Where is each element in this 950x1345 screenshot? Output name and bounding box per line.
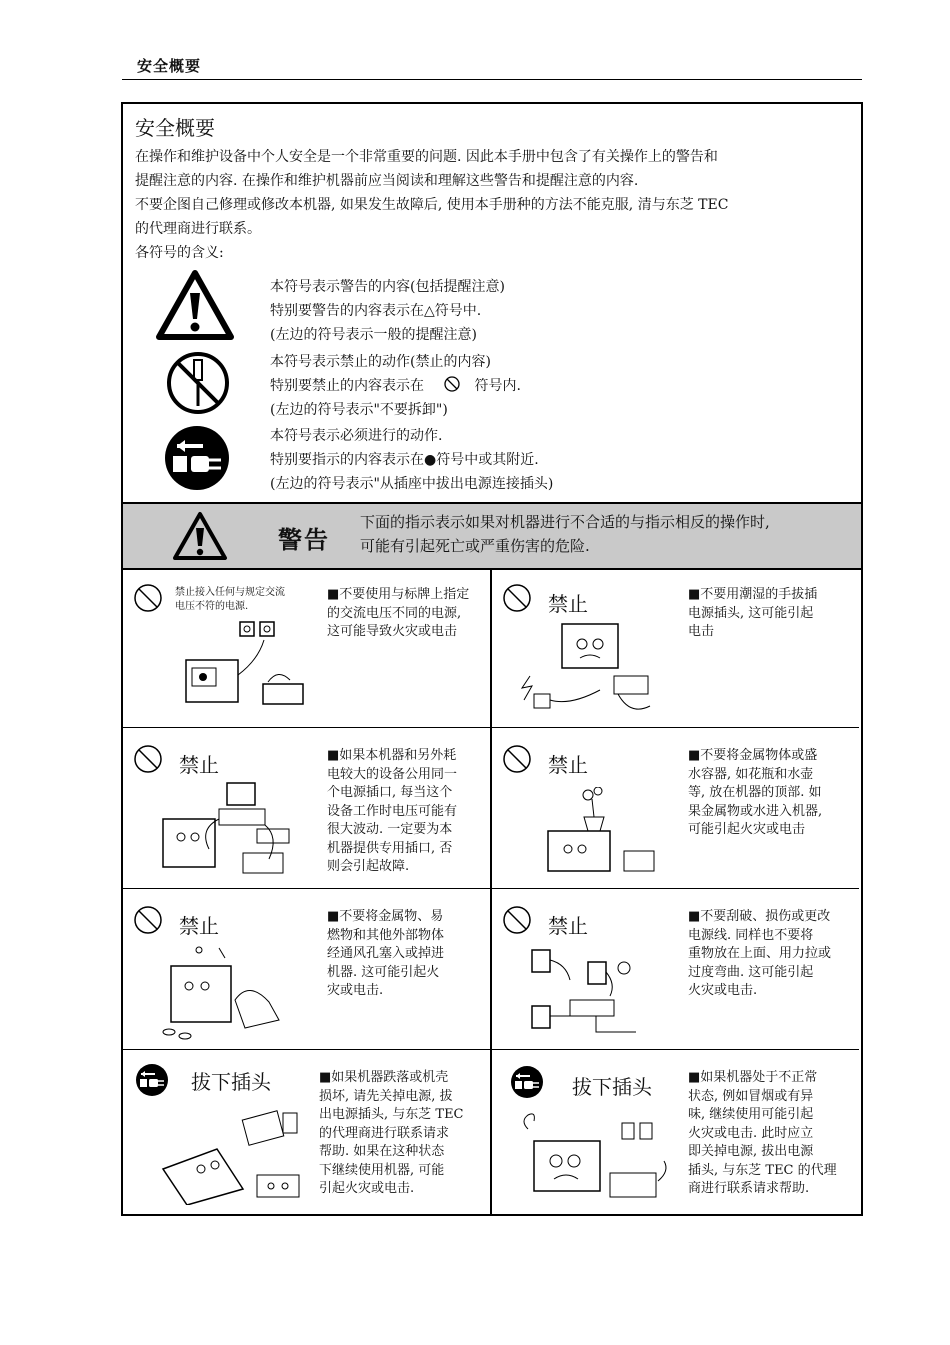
cell-desc-line: 味, 继续使用可能引起 (688, 1107, 814, 1122)
cell-desc-line: 果金属物或水进入机器, (688, 803, 823, 819)
cell-desc-line: 帮助. 如果在这种状态 (319, 1144, 445, 1159)
cell-desc-line: 这可能导致火灾或电击 (327, 624, 458, 639)
warning-cell (492, 568, 859, 728)
cell-desc-line: 灾或电击. (327, 983, 384, 998)
symbol-2-line-2: 特别要禁止的内容表示在 (270, 378, 424, 394)
symbol-3-line-2: 特别要指示的内容表示在●符号中或其附近. (270, 452, 539, 468)
prohibit-badge: 禁止 (548, 914, 588, 938)
cell-desc-line: 可能引起火灾或电击 (688, 822, 806, 837)
prohibit-icon (502, 583, 532, 613)
no-disassemble-icon (165, 350, 231, 416)
cell-desc-line: 机器. 这可能引起火 (327, 964, 440, 980)
safety-summary-box (121, 102, 863, 1216)
prohibit-badge: 禁止 (179, 914, 219, 938)
symbol-2-line-2b: 符号内. (474, 378, 521, 394)
header-rule (122, 79, 862, 80)
cell-desc-line: ■如果本机器和另外耗 (327, 748, 457, 763)
symbol-3-line-3: (左边的符号表示"从插座中拔出电源连接插头) (270, 476, 554, 492)
unplug-icon (510, 1065, 544, 1099)
prohibit-badge: 禁止 (548, 753, 588, 777)
prohibit-icon (133, 744, 163, 774)
cell-desc-line: 的代理商进行联系请求 (319, 1125, 450, 1141)
warning-line-1: 下面的指示表示如果对机器进行不合适的与指示相反的操作时, (360, 513, 770, 531)
symbol-1-line-3: (左边的符号表示一般的提醒注意) (270, 327, 477, 343)
cell-desc-line: 等, 放在机器的顶部. 如 (688, 785, 822, 800)
warning-cell (123, 890, 490, 1050)
cell-desc-line: 损坏, 请先关掉电源, 拔 (319, 1088, 453, 1104)
cell-desc-line: 引起火灾或电击. (319, 1181, 415, 1196)
cell-desc-line: ■不要使用与标牌上指定 (327, 587, 470, 602)
unplug-icon (135, 1063, 169, 1097)
prohibit-badge: 禁止 (179, 753, 219, 777)
symbol-3-line-1: 本符号表示必须进行的动作. (270, 428, 443, 444)
cell-desc-line: 商进行联系请求帮助. (688, 1181, 810, 1196)
cell-desc-line: 设备工作时电压可能有 (327, 803, 458, 819)
cell-desc-line: ■如果机器处于不正常 (688, 1070, 818, 1085)
cell-desc-line: ■不要用潮湿的手拔插 (688, 587, 818, 602)
cell-desc-line: 则会引起故障. (327, 859, 410, 874)
symbol-2-line-1: 本符号表示禁止的动作(禁止的内容) (270, 354, 491, 370)
cell-note-line: 电压不符的电源. (175, 601, 249, 612)
cell-desc-line: 即关掉电源, 拔出电源 (688, 1144, 814, 1159)
cell-desc-line: 水容器, 如花瓶和水壶 (688, 766, 814, 782)
cell-desc-line: 电较大的设备公用同一 (327, 766, 458, 782)
cell-desc-line: 过度弯曲. 这可能引起 (688, 964, 814, 980)
cell-desc-line: 燃物和其他外部物体 (327, 927, 445, 943)
unplug-icon (163, 424, 231, 492)
intro-line-3: 不要企图自己修理或修改本机器, 如果发生故障后, 使用本手册种的方法不能克服, 清与东芝 TEC (135, 197, 729, 213)
cell-desc-line: 很大波动. 一定要为本 (327, 822, 453, 837)
cell-desc-line: ■如果机器跌落或机壳 (319, 1070, 449, 1085)
prohibit-icon (133, 905, 163, 935)
intro-line-4: 的代理商进行联系。 (135, 221, 261, 237)
intro-section (135, 112, 851, 265)
cell-desc-line: 插头, 与东芝 TEC 的代理 (688, 1162, 837, 1178)
warning-cell (123, 729, 490, 889)
prohibit-inline-icon (442, 376, 462, 392)
warning-triangle-icon (155, 269, 235, 341)
intro-line-2: 提醒注意的内容. 在操作和维护机器前应当阅读和理解这些警告和提醒注意的内容. (135, 173, 639, 189)
intro-line-1: 在操作和维护设备中个人安全是一个非常重要的问题. 因此本手册中包含了有关操作上的警告和 (135, 149, 718, 165)
wet-hands-plug-illustration (510, 620, 660, 718)
warning-label: 警告 (278, 526, 330, 554)
cell-desc-line: ■不要将金属物、易 (327, 909, 444, 924)
prohibit-badge: 禁止 (548, 592, 588, 616)
warning-cell (123, 568, 490, 728)
cell-desc-line: 火灾或电击. 此时应立 (688, 1125, 814, 1141)
cell-desc-line: 经通风孔塞入或掉进 (327, 946, 445, 961)
unplug-badge: 拔下插头 (572, 1075, 652, 1099)
cell-desc-line: 机器提供专用插口, 否 (327, 840, 453, 856)
prohibit-icon (133, 583, 163, 613)
symbol-1-line-1: 本符号表示警告的内容(包括提醒注意) (270, 279, 505, 295)
cell-desc-line: 电击 (688, 624, 715, 639)
vase-on-printer-illustration (538, 787, 658, 877)
warning-bar (123, 502, 861, 570)
warning-cell (492, 890, 859, 1050)
cell-desc-line: 电源插头, 这可能引起 (688, 605, 814, 621)
unplug-badge: 拔下插头 (191, 1070, 271, 1094)
cell-desc-line: 电源线. 同样也不要将 (688, 927, 814, 943)
cell-desc-line: 火灾或电击. (688, 983, 758, 998)
warning-cell (492, 729, 859, 889)
warning-grid (123, 568, 861, 1214)
warning-cell (492, 1051, 859, 1211)
cell-desc-line: 状态, 例如冒烟或有异 (688, 1088, 814, 1104)
symbol-1-line-2: 特别要警告的内容表示在△符号中. (270, 303, 482, 319)
damaged-cord-illustration (526, 944, 666, 1044)
warning-line-2: 可能有引起死亡或严重伤害的危险. (360, 537, 590, 555)
foreign-objects-illustration (159, 940, 299, 1044)
cell-desc-line: 下继续使用机器, 可能 (319, 1162, 445, 1178)
cell-desc-line: 重物放在上面、用力拉或 (688, 946, 832, 961)
cell-desc-line: ■不要将金属物体或盛 (688, 748, 818, 763)
shared-outlet-illustration (159, 779, 309, 879)
smoking-printer-illustration (514, 1111, 674, 1207)
intro-line-5: 各符号的含义: (135, 245, 224, 261)
printer-wrong-voltage-illustration (178, 620, 313, 710)
warning-triangle-icon (171, 510, 229, 562)
section-title: 安全概要 (135, 116, 215, 140)
warning-cell (123, 1051, 490, 1211)
cell-desc-line: ■不要刮破、损伤或更改 (688, 909, 831, 924)
cell-desc-line: 出电源插头, 与东芝 TEC (319, 1107, 464, 1122)
page-header: 安全概要 (137, 57, 202, 75)
cell-desc-line: 个电源插口, 每当这个 (327, 785, 453, 800)
cell-desc-line: 的交流电压不同的电源, (327, 605, 462, 621)
prohibit-icon (502, 744, 532, 774)
symbol-2-line-3: (左边的符号表示"不要拆卸") (270, 402, 448, 418)
cell-note-line: 禁止接入任何与规定交流 (175, 587, 285, 598)
dropped-printer-illustration (157, 1109, 317, 1205)
prohibit-icon (502, 905, 532, 935)
